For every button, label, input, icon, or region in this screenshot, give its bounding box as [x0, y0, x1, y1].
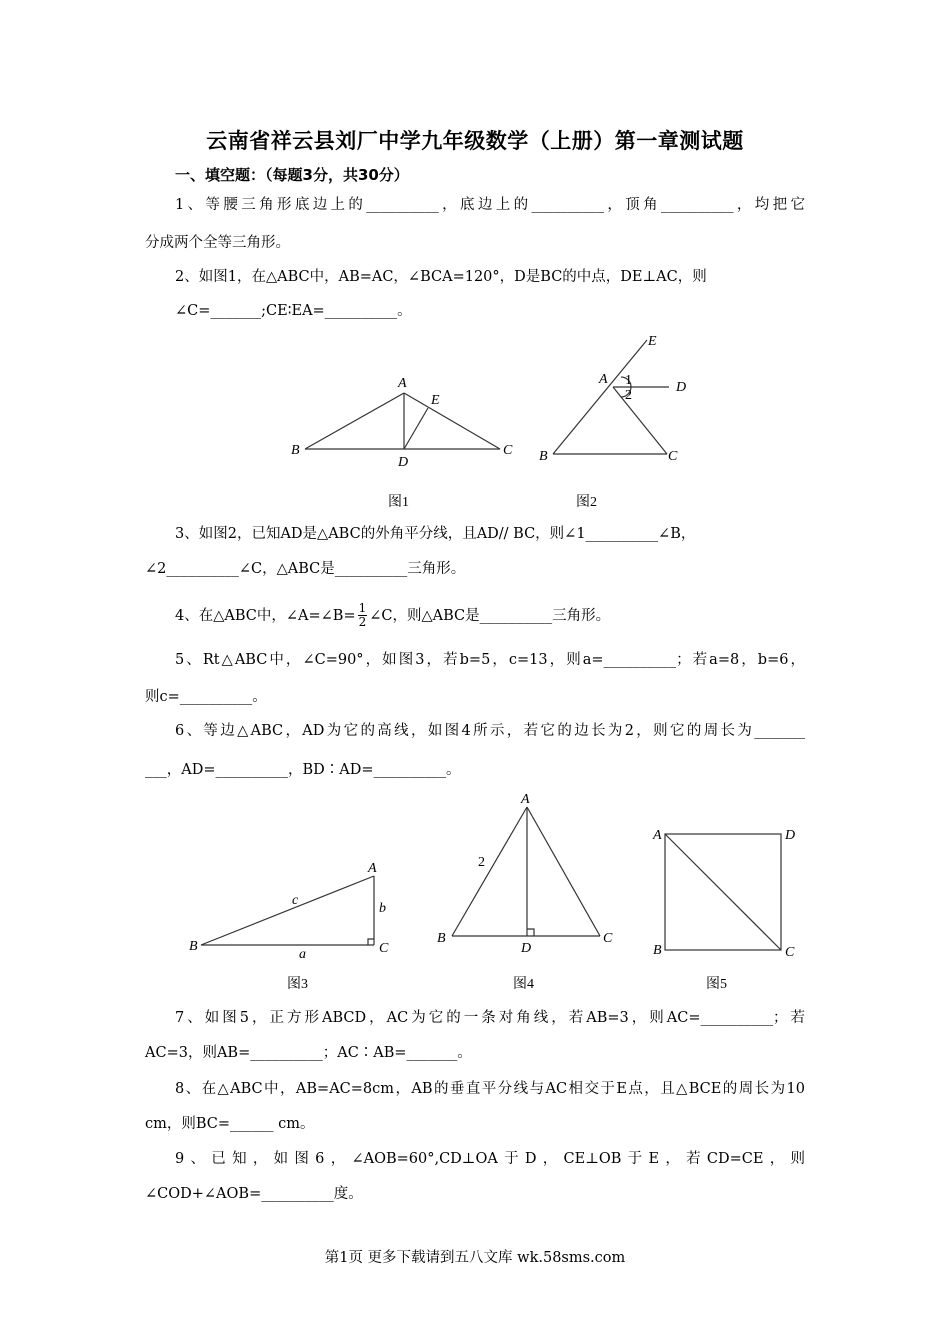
fig2-label-1: 1	[625, 373, 632, 388]
figure-stroke	[404, 408, 428, 449]
fig3-label-a: A	[368, 861, 377, 876]
fig2-label-a: A	[599, 372, 608, 387]
figure-stroke	[527, 807, 600, 936]
q7-line1: 7、如图5，正方形ABCD，AC为它的一条对角线，若AB=3，则AC=__________；若	[175, 1010, 805, 1026]
q5-line2: 则c=__________。	[145, 689, 267, 705]
figure-stroke	[404, 393, 500, 449]
fig5-label-c: C	[785, 945, 795, 960]
q9-line2: ∠COD+∠AOB=__________度。	[145, 1186, 363, 1202]
fig2-caption: 图2	[576, 495, 597, 510]
q6-line2: ___，AD=__________，BD∶AD=__________。	[145, 762, 461, 778]
page-footer: 第1页 更多下载请到五八文库 wk.58sms.com	[324, 1250, 626, 1266]
fig3-side-b: b	[379, 901, 386, 916]
fig2-label-e: E	[648, 334, 657, 349]
q4-text-a: 4、在△ABC中，∠A=∠B=	[175, 607, 356, 624]
fig4-label-c: C	[603, 931, 613, 946]
fig4-label-b: B	[437, 931, 446, 946]
fig4-caption: 图4	[513, 977, 534, 992]
figure-stroke	[527, 929, 534, 936]
q8-line1: 8、在△ABC中，AB=AC=8cm，AB的垂直平分线与AC相交于E点，且△BCE的周长为10	[175, 1081, 805, 1097]
fig1-caption: 图1	[388, 495, 409, 510]
fig4-label-d: D	[521, 941, 532, 956]
figure-stroke	[201, 876, 374, 945]
q3-line2: ∠2__________∠C，△ABC是__________三角形。	[145, 561, 466, 577]
section-heading: 一、填空题：（每题3分，共30分）	[175, 166, 409, 184]
figure-4	[452, 807, 600, 936]
figure-2	[553, 340, 669, 454]
figure-stroke	[368, 939, 374, 945]
fig1-label-a: A	[398, 376, 407, 391]
fig4-label-a: A	[521, 792, 530, 807]
fig5-label-b: B	[653, 943, 662, 958]
figure-stroke	[553, 340, 647, 454]
fig1-label-d: D	[398, 455, 409, 470]
q4-line	[175, 602, 610, 629]
fig1-label-c: C	[503, 443, 513, 458]
figure-stroke	[305, 393, 404, 449]
q3-line1: 3、如图2，已知AD是△ABC的外角平分线，且AD// BC，则∠1__________∠B，	[175, 526, 696, 542]
fig1-label-e: E	[431, 393, 440, 408]
q6-line1: 6、等边△ABC，AD为它的高线，如图4所示，若它的边长为2，则它的周长为_______	[175, 723, 805, 739]
figure-5	[665, 834, 781, 950]
q4-text-b: ∠C，则△ABC是__________三角形。	[369, 607, 611, 624]
figure-stroke	[452, 807, 527, 936]
q7-line2: AC=3，则AB=__________；AC∶AB=_______。	[145, 1045, 472, 1061]
fig2-label-2: 2	[625, 388, 632, 403]
q1-line2: 分成两个全等三角形。	[145, 235, 290, 251]
fraction-denominator: 2	[358, 615, 367, 629]
fig2-label-b: B	[539, 449, 548, 464]
q1-line1: 1、等腰三角形底边上的__________，底边上的__________，顶角__________，均把它	[175, 197, 805, 213]
fig4-side-label: 2	[478, 855, 485, 870]
fig5-label-d: D	[785, 828, 796, 843]
figure-stroke	[665, 834, 781, 950]
fig3-side-c: c	[292, 893, 299, 908]
figure-3	[201, 876, 374, 945]
figure-1	[305, 393, 500, 449]
fig3-caption: 图3	[287, 977, 308, 992]
fig5-caption: 图5	[706, 977, 727, 992]
fig3-side-a: a	[299, 947, 306, 962]
q8-line2: cm，则BC=______ cm。	[145, 1116, 315, 1132]
q9-line1: 9、已知，如图6，∠AOB=60°,CD⊥OA于D，CE⊥OB于E，若CD=CE，则	[175, 1151, 805, 1167]
q2-line1: 2、如图1，在△ABC中，AB=AC，∠BCA=120°，D是BC的中点，DE⊥AC，则	[175, 269, 707, 285]
fig3-label-b: B	[189, 939, 198, 954]
fraction-half	[358, 602, 368, 629]
fig5-label-a: A	[653, 828, 662, 843]
fig1-label-b: B	[291, 443, 300, 458]
q2-line2: ∠C=_______;CE∶EA=__________。	[175, 303, 412, 319]
q5-line1: 5、Rt△ABC中，∠C=90°，如图3，若b=5，c=13，则a=__________；若a=8，b=6，	[175, 652, 805, 668]
fig2-label-d: D	[676, 380, 687, 395]
fig2-label-c: C	[668, 449, 678, 464]
fraction-numerator: 1	[358, 601, 367, 615]
fig3-label-c: C	[379, 941, 389, 956]
page-title: 云南省祥云县刘厂中学九年级数学（上册）第一章测试题	[206, 129, 744, 153]
